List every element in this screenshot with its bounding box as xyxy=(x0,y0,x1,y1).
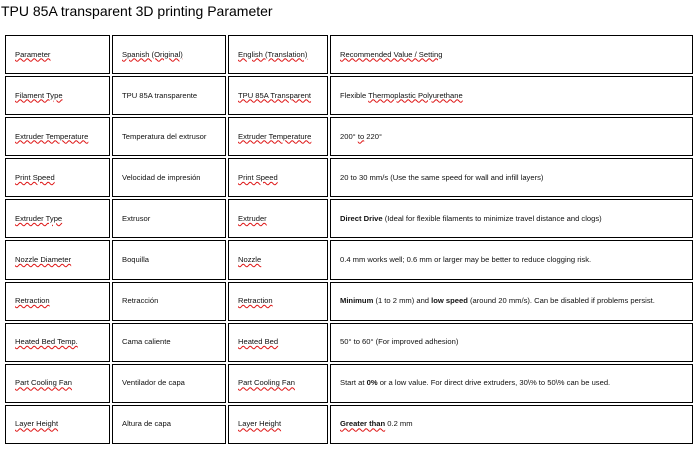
table-header-row xyxy=(5,35,693,74)
header-english: English (Translation) xyxy=(228,35,328,74)
table-row xyxy=(5,405,693,444)
cell-parameter: Retraction xyxy=(5,282,110,321)
cell-english: Extruder Temperature xyxy=(228,117,328,156)
cell-value: 200° to 220° xyxy=(330,117,693,156)
cell-value: 20 to 30 mm/s (Use the same speed for wall and infill layers) xyxy=(330,158,693,197)
table-row xyxy=(5,282,693,321)
cell-spanish: Extrusor xyxy=(112,199,226,238)
cell-spanish: Velocidad de impresión xyxy=(112,158,226,197)
cell-value: Flexible Thermoplastic Polyurethane xyxy=(330,76,693,115)
cell-spanish: TPU 85A transparente xyxy=(112,76,226,115)
table-row xyxy=(5,323,693,362)
cell-spanish: Altura de capa xyxy=(112,405,226,444)
cell-parameter: Heated Bed Temp. xyxy=(5,323,110,362)
cell-value: Greater than 0.2 mm xyxy=(330,405,693,444)
cell-value: Minimum (1 to 2 mm) and low speed (around 20 mm/s). Can be disabled if problems persist. xyxy=(330,282,693,321)
cell-english: Extruder xyxy=(228,199,328,238)
table-row xyxy=(5,158,693,197)
document-title: TPU 85A transparent 3D printing Parameter xyxy=(1,3,273,19)
cell-parameter: Layer Height xyxy=(5,405,110,444)
cell-parameter: Part Cooling Fan xyxy=(5,364,110,403)
cell-parameter: Print Speed xyxy=(5,158,110,197)
table-row xyxy=(5,199,693,238)
cell-english: Nozzle xyxy=(228,240,328,279)
cell-spanish: Ventilador de capa xyxy=(112,364,226,403)
cell-english: Print Speed xyxy=(228,158,328,197)
cell-english: TPU 85A Transparent xyxy=(228,76,328,115)
cell-value: Direct Drive (Ideal for flexible filaments to minimize travel distance and clogs) xyxy=(330,199,693,238)
header-value: Recommended Value / Setting xyxy=(330,35,693,74)
table-row xyxy=(5,364,693,403)
header-spanish: Spanish (Original) xyxy=(112,35,226,74)
cell-english: Part Cooling Fan xyxy=(228,364,328,403)
cell-spanish: Retracción xyxy=(112,282,226,321)
cell-english: Heated Bed xyxy=(228,323,328,362)
table-row xyxy=(5,76,693,115)
table-row xyxy=(5,240,693,279)
cell-value: Start at 0% or a low value. For direct drive extruders, 30\% to 50\% can be used. xyxy=(330,364,693,403)
cell-parameter: Extruder Temperature xyxy=(5,117,110,156)
cell-value: 0.4 mm works well; 0.6 mm or larger may be better to reduce clogging risk. xyxy=(330,240,693,279)
cell-spanish: Cama caliente xyxy=(112,323,226,362)
cell-spanish: Boquilla xyxy=(112,240,226,279)
cell-english: Retraction xyxy=(228,282,328,321)
cell-value: 50° to 60° (For improved adhesion) xyxy=(330,323,693,362)
cell-parameter: Filament Type xyxy=(5,76,110,115)
table-row xyxy=(5,117,693,156)
header-parameter: Parameter xyxy=(5,35,110,74)
cell-parameter: Extruder Type xyxy=(5,199,110,238)
parameter-table xyxy=(3,33,695,446)
cell-spanish: Temperatura del extrusor xyxy=(112,117,226,156)
cell-parameter: Nozzle Diameter xyxy=(5,240,110,279)
cell-english: Layer Height xyxy=(228,405,328,444)
